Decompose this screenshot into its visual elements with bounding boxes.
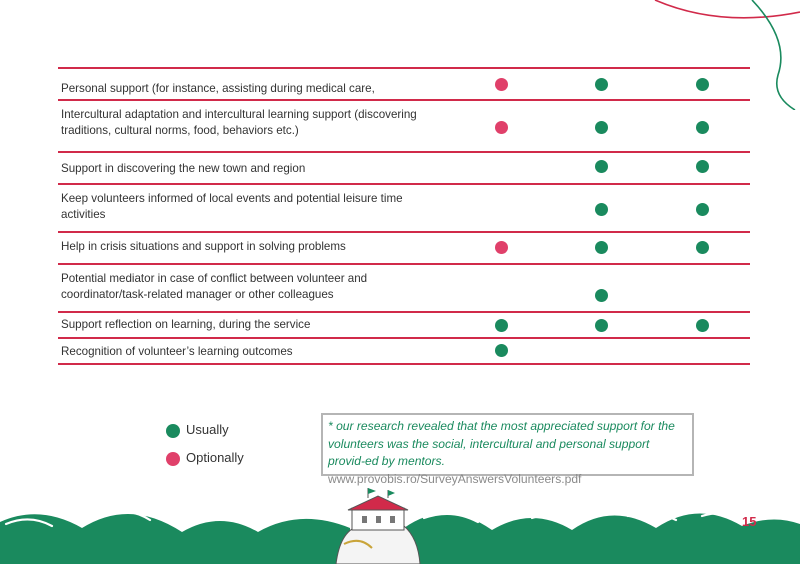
usually-dot-icon <box>595 160 608 173</box>
usually-dot-icon <box>595 78 608 91</box>
table-row <box>58 311 750 337</box>
usually-dot-icon <box>696 203 709 216</box>
table-row <box>58 183 750 231</box>
usually-dot-icon <box>696 78 709 91</box>
row-label: Support reflection on learning, during the service <box>61 318 311 331</box>
page-number: 15 <box>742 514 757 529</box>
legend-usually-label: Usually <box>186 422 229 437</box>
support-table <box>58 67 750 365</box>
research-note-text <box>328 418 687 488</box>
usually-dot-icon <box>696 241 709 254</box>
table-row <box>58 151 750 183</box>
row-label: Potential mediator in case of conflict between volunteer and coordinator/task-related manager or other colleagues <box>61 272 368 301</box>
usually-dot-icon <box>696 319 709 332</box>
table-row <box>58 231 750 263</box>
survey-link[interactable]: www.provobis.ro/SurveyAnswersVolunteers.pdf <box>328 471 582 486</box>
mountains-castle-illustration <box>0 488 800 564</box>
usually-dot-icon <box>595 121 608 134</box>
usually-dot-icon <box>495 319 508 332</box>
table-row <box>58 99 750 151</box>
row-label: Personal support (for instance, assisting during medical care, <box>61 82 375 95</box>
row-label: Keep volunteers informed of local events and potential leisure time activities <box>61 192 403 221</box>
row-label: Help in crisis situations and support in solving problems <box>61 240 346 253</box>
pink-dot-icon <box>166 452 180 466</box>
row-label: Recognition of volunteer’s learning outcomes <box>61 345 293 358</box>
legend-optionally-label: Optionally <box>186 450 244 465</box>
row-label: Support in discovering the new town and region <box>61 162 306 175</box>
optionally-dot-icon <box>495 78 508 91</box>
table-row <box>58 67 750 99</box>
usually-dot-icon <box>595 203 608 216</box>
green-dot-icon <box>166 424 180 438</box>
optionally-dot-icon <box>495 241 508 254</box>
row-label: Intercultural adaptation and intercultural learning support (discovering traditions, cultural norms, food, behaviors etc.) <box>61 108 417 137</box>
usually-dot-icon <box>696 160 709 173</box>
research-note-body: * our research revealed that the most appreciated support for the volunteers was the social, intercultural and personal support provid-ed by mentors. <box>328 419 675 468</box>
table-row <box>58 337 750 365</box>
usually-dot-icon <box>595 241 608 254</box>
optionally-dot-icon <box>495 121 508 134</box>
usually-dot-icon <box>495 344 508 357</box>
usually-dot-icon <box>595 289 608 302</box>
usually-dot-icon <box>696 121 709 134</box>
table-row <box>58 263 750 311</box>
research-note <box>321 413 694 486</box>
usually-dot-icon <box>595 319 608 332</box>
